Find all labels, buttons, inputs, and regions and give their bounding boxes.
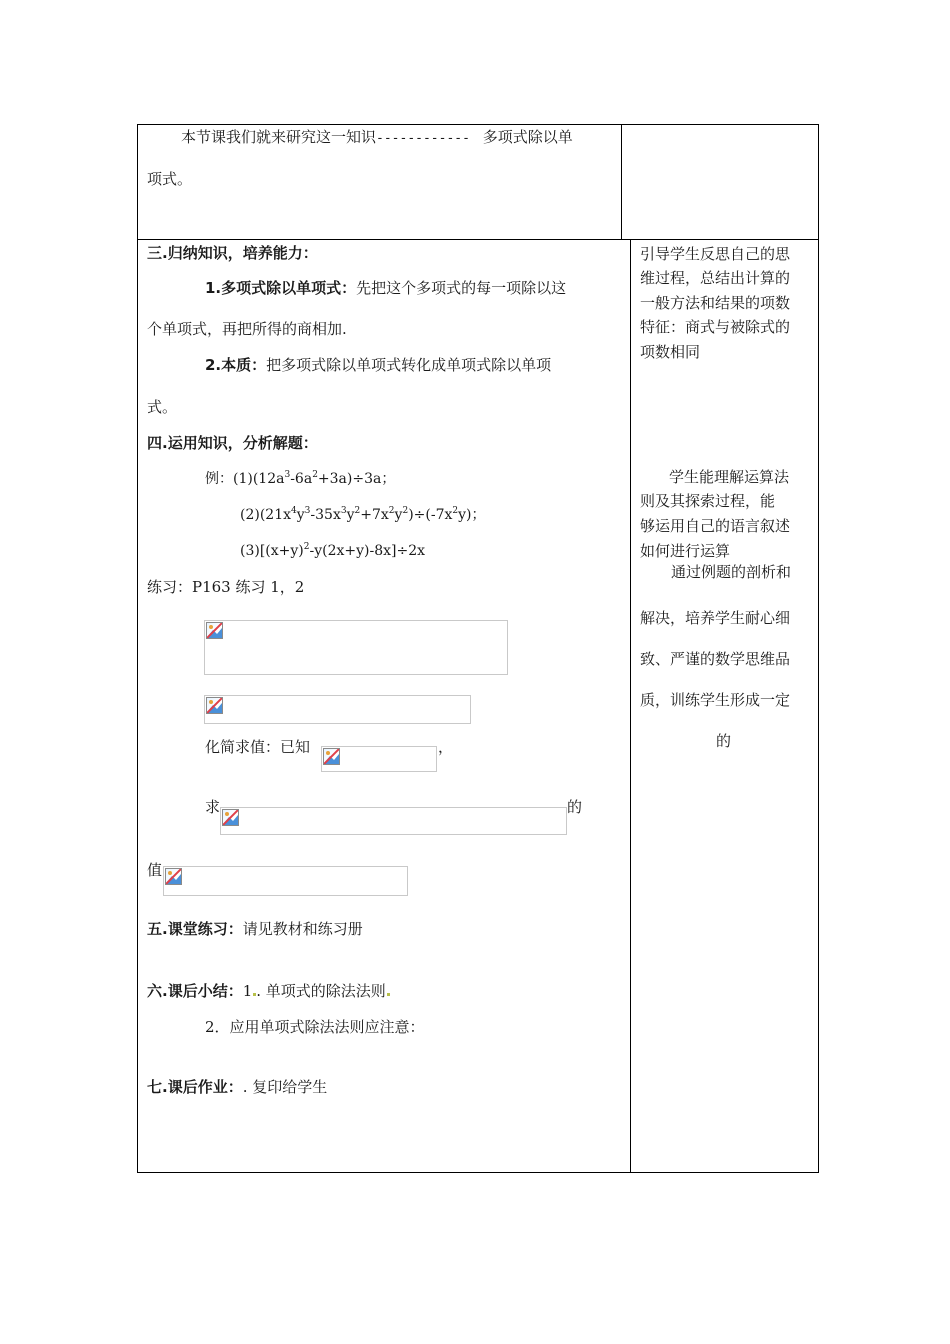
section-5-text: 请见教材和练习册: [242, 920, 363, 938]
table-bottom-border: [137, 1172, 819, 1173]
definition-1: [205, 281, 566, 296]
ex1-a: (12a: [252, 471, 285, 487]
definition-2-label: 2.本质：: [205, 356, 267, 374]
formula-image-2: [204, 695, 471, 724]
ex2-exp: 2: [388, 506, 395, 516]
simplify-label: 化简求值：已知: [205, 738, 311, 756]
note-3-line-2: [640, 611, 790, 626]
note-1-line-3: 一般方法和结果的项数: [640, 294, 791, 312]
example-3-label: (3): [240, 543, 260, 559]
note-1-line-5: 项数相同: [640, 343, 701, 361]
definition-2-text: 把多项式除以单项式转化成单项式除以单项: [266, 356, 552, 374]
ex2-exp: 3: [304, 506, 311, 516]
table-row-divider: [137, 239, 819, 240]
broken-image-icon: [206, 622, 223, 639]
ex2-b: y: [296, 507, 305, 523]
simplify-comma: ，: [438, 738, 454, 756]
ex2-h: y)；: [458, 507, 486, 523]
table-top-border: [137, 124, 819, 125]
ex1-c: +3a)÷3a；: [317, 471, 396, 487]
section-6: [147, 984, 390, 999]
definition-1-label: 1.多项式除以单项式：: [205, 279, 357, 297]
note-1-line-2: 维过程，总结出计算的: [640, 269, 791, 287]
example-1: [205, 472, 395, 486]
note-1-line-4: 特征：商式与被除式的: [640, 318, 791, 336]
broken-image-icon: [165, 868, 182, 885]
ex3-b: -y(2x+y)-8x]÷2x: [309, 543, 426, 559]
broken-image-icon: [206, 697, 223, 714]
note-3-line-3: 致、严谨的数学思维品: [640, 650, 791, 668]
de-label: 的: [567, 798, 583, 816]
section-6-heading: 六.课后小结：: [147, 982, 243, 1000]
definition-1-text: 先把这个多项式的每一项除以这: [356, 279, 567, 297]
ex2-exp: 2: [402, 506, 409, 516]
ex2-exp: 4: [291, 506, 297, 516]
table-column-divider-bottom: [630, 239, 631, 1173]
table-column-divider-top: [621, 124, 622, 240]
section-3-heading: 三.归纳知识，培养能力：: [147, 244, 318, 262]
note-3-line-4: 质，训练学生形成一定: [640, 691, 791, 709]
formula-image-4: [220, 807, 567, 835]
definition-1-line-2-a: 个单项式，再把所得: [147, 320, 283, 338]
ex2-exp: 2: [452, 506, 459, 516]
definition-1-line-2: [147, 322, 347, 337]
ex3-a: [(x+y): [259, 543, 304, 559]
summary-item-1-num: 1: [242, 982, 253, 1000]
ex1-exp-1: 3: [284, 470, 291, 480]
intro-text-a: 本节课我们就来研究这一知识: [181, 128, 377, 146]
practice-line: 练习：P163 练习 1，2: [147, 578, 305, 596]
definition-1-line-2-b: 的商相加.: [282, 320, 347, 338]
section-5: [147, 922, 363, 937]
section-7-text: . 复印给学生: [242, 1078, 328, 1096]
note-3-line-2-a: 解决，: [640, 609, 686, 627]
note-2-line-2: 则及其探索过程，能: [640, 492, 776, 510]
intro-text-b: 多项式除以单: [482, 128, 573, 146]
broken-image-icon: [222, 809, 239, 826]
ex2-a: (21x: [259, 507, 292, 523]
ex1-b: -6a: [290, 471, 313, 487]
intro-line-1: [181, 130, 573, 145]
table-right-border: [818, 124, 819, 1173]
note-2-line-4: 如何进行运算: [640, 542, 731, 560]
formula-image-5: [163, 866, 408, 896]
example-3: [240, 544, 425, 558]
zhi-label: 值: [147, 861, 163, 879]
section-4-heading: 四.运用知识，分析解题：: [147, 434, 318, 452]
ex2-f: y: [394, 507, 403, 523]
ex1-exp-2: 2: [312, 470, 318, 480]
example-1-label: 例：(1): [205, 471, 253, 487]
table-left-border: [137, 124, 138, 1173]
note-2-line-3: 够运用自己的语言叙述: [640, 517, 791, 535]
section-7-heading: 七.课后作业：: [147, 1078, 243, 1096]
note-2-line-1: 学生能理解运算法: [669, 468, 790, 486]
intro-dashes: ------------: [376, 131, 470, 146]
section-7: [147, 1080, 327, 1095]
ex2-c: -35x: [310, 507, 341, 523]
summary-item-1: . 单项式的除法法则: [256, 982, 386, 1000]
definition-2: [205, 358, 551, 373]
note-3-line-2-b: 培养学生耐心细: [685, 609, 791, 627]
formula-image-1: [204, 620, 508, 675]
formula-image-3: [321, 746, 437, 772]
example-2-label: (2): [240, 507, 260, 523]
definition-2-line-2: 式。: [147, 398, 178, 416]
marker-dot: [387, 993, 390, 996]
ex2-exp: 2: [354, 506, 361, 516]
ex3-exp: 2: [303, 542, 310, 552]
example-2: [240, 508, 485, 522]
qiu-label: 求: [205, 798, 221, 816]
intro-line-2: 项式。: [147, 170, 193, 188]
section-5-heading: 五.课堂练习：: [147, 920, 243, 938]
broken-image-icon: [323, 748, 340, 765]
note-3-line-1: 通过例题的剖析和: [671, 563, 792, 581]
summary-item-2: 2．应用单项式除法法则应注意：: [205, 1018, 425, 1036]
note-3-line-5: 的: [716, 732, 732, 750]
note-1-line-1: 引导学生反思自己的思: [640, 245, 791, 263]
ex2-g: )÷(-7x: [408, 507, 453, 523]
ex2-d: y: [346, 507, 355, 523]
ex2-exp: 3: [340, 506, 347, 516]
ex2-e: +7x: [360, 507, 389, 523]
